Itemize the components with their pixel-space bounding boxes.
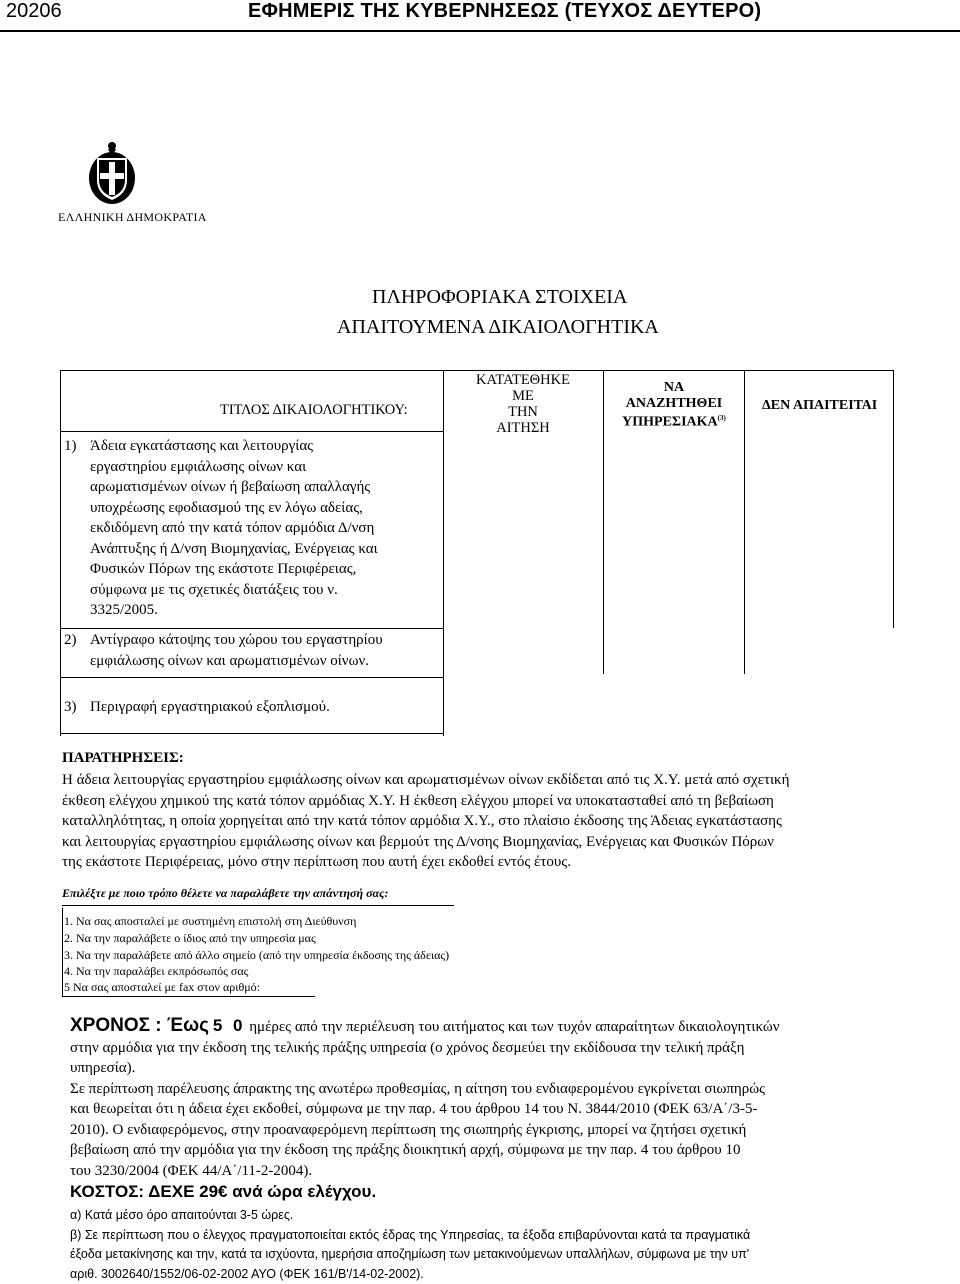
column-header-submitted-line: ΚΑΤΑΤΕΘΗΚΕ	[476, 372, 570, 388]
row-text-line: Άδεια εγκατάστασης και λειτουργίας	[90, 438, 314, 454]
time-line: στην αρμόδια για την έκδοση της τελικής πράξης υπηρεσία (ο χρόνος δεσμεύει την εκδίδουσα την τελική πράξη	[70, 1039, 745, 1056]
column-header-submitted	[448, 372, 598, 436]
cost-title: ΚΟΣΤΟΣ: ΔΕΧΕ 29€ ανά ώρα ελέγχου.	[70, 1182, 377, 1201]
time-first-line	[70, 1016, 894, 1038]
column-header-not-required: ΔΕΝ ΑΠΑΙΤΕΙΤΑΙ	[762, 398, 878, 413]
notes-line: Η άδεια λειτουργίας εργαστηρίου εμφιάλωσης οίνων και αρωματισμένων οίνων εκδίδεται από τις Χ.Υ. μετά από σχετική	[62, 772, 790, 788]
footnote-mark: (3)	[717, 414, 726, 422]
time-line: Σε περίπτωση παρέλευσης άπρακτης της ανωτέρω προθεσμίας, η αίτηση του ενδιαφερομένου εγκρίνεται σιωπηρώς	[70, 1080, 766, 1097]
row-text-line: Περιγραφή εργαστηριακού εξοπλισμού.	[90, 699, 330, 715]
column-header-service-line: ΑΝΑΖΗΤΗΘΕΙ	[625, 395, 723, 411]
republic-caption: ΕΛΛΗΝΙΚΗ ΔΗΜΟΚΡΑΤΙΑ	[58, 210, 207, 224]
header-rule	[0, 30, 960, 32]
delivery-option[interactable]: 4. Να την παραλάβει εκπρόσωπός σας	[64, 964, 249, 978]
row-text-line: εκδιδόμενη από την κατά τόπον αρμόδια Δ/νση	[90, 520, 375, 536]
cost-line: αριθ. 3002640/1552/06-02-2002 ΑΥΟ (ΦΕΚ 161/Β'/14-02-2002).	[70, 1266, 424, 1281]
row-text-line: σύμφωνα με τις σχετικές διατάξεις του ν.	[90, 581, 338, 598]
cost-line: β) Σε περίπτωση που ο έλεγχος πραγματοποιείται εκτός έδρας της Υπηρεσίας, τα έξοδα επιβαρύνονται κατά τα πραγματικά	[70, 1227, 751, 1242]
table-row-number: 1)	[64, 438, 77, 454]
time-label: ΧΡΟΝΟΣ : Έως	[70, 1015, 210, 1036]
time-line: 2010). Ο ενδιαφερόμενος, στην προαναφερόμενη περίπτωση της σιωπηρής έγκρισης, μπορεί να ζητήσει σχετική	[70, 1121, 747, 1138]
delivery-option[interactable]: 5 Να σας αποσταλεί με fax στον αριθμό:	[64, 980, 261, 994]
time-line: υπηρεσία).	[70, 1060, 136, 1076]
notes-line: της εκάστοτε Περιφέρειας, μόνο στην περίπτωση που αυτή έχει εκδοθεί εντός έτους.	[62, 854, 571, 870]
time-line: ημέρες από την περιέλευση του αιτήματος και των τυχόν απαραίτητων δικαιολογητικών	[249, 1019, 780, 1035]
column-header-service-line	[607, 411, 741, 430]
cost-line: έξοδα μετακίνησης και την, κατά τα ισχύοντα, ημερήσια αποζημίωση των μετακινούμενων υπαλλήλων, σύμφωνα με την υπ'	[70, 1247, 750, 1261]
table-top-border	[60, 370, 893, 371]
page-number: 20206	[6, 0, 62, 22]
column-header-service	[607, 380, 741, 430]
column-header-service-line: ΝΑ	[663, 380, 685, 395]
table-row-number: 3)	[64, 699, 77, 715]
column-header-submitted-line: ΤΗΝ	[508, 404, 538, 420]
time-days: 5 0	[212, 1016, 246, 1035]
notes-body	[62, 770, 894, 873]
table-border-left	[60, 370, 61, 736]
delivery-title: Επιλέξτε με ποιο τρόπο θέλετε να παραλάβετε την απάντησή σας:	[62, 886, 389, 900]
time-line: και θεωρείται ότι η άδεια έχει εκδοθεί, σύμφωνα με την παρ. 4 του άρθρου 14 του Ν. 3844/2010 (ΦΕΚ 63/Α΄/3-5-	[70, 1101, 758, 1117]
greek-coat-of-arms-icon	[88, 140, 136, 205]
table-row-rule-2	[60, 677, 443, 678]
table-row-number: 2)	[64, 632, 77, 648]
row-text-line: αρωματισμένων οίνων ή βεβαίωση απαλλαγής	[90, 479, 371, 495]
cost-line: α) Κατά μέσο όρο απαιτούνται 3-5 ώρες.	[70, 1208, 294, 1222]
table-divider-submitted	[603, 370, 604, 674]
delivery-option[interactable]: 1. Να σας αποσταλεί με συστημένη επιστολή στη Διεύθυνση	[64, 914, 357, 928]
table-row	[90, 697, 440, 718]
table-divider-service	[744, 370, 745, 674]
row-text-line: υποχρέωσης εφοδιασμού της εν λόγω αδείας,	[90, 499, 363, 516]
info-title: ΠΛΗΡΟΦΟΡΙΑΚΑ ΣΤΟΙΧΕΙΑ	[372, 286, 628, 308]
cost-body	[70, 1206, 894, 1284]
row-text-line: Ανάπτυξης ή Δ/νση Βιομηχανίας, Ενέργειας και	[90, 540, 378, 557]
delivery-option[interactable]: 2. Να την παραλάβετε ο ίδιος από την υπηρεσία μας	[64, 931, 316, 945]
column-header-title: ΤΙΤΛΟΣ ΔΙΚΑΙΟΛΟΓΗΤΙΚΟΥ:	[220, 402, 408, 418]
table-row	[90, 436, 440, 621]
table-row-rule-1	[60, 628, 443, 629]
row-text-line: εργαστηρίου εμφιάλωσης οίνων και	[90, 458, 307, 475]
row-text-line: Φυσικών Πόρων της εκάστοτε Περιφέρειας,	[90, 561, 357, 577]
column-header-service-word: ΥΠΗΡΕΣΙΑΚΑ	[622, 414, 718, 430]
delivery-rule	[62, 905, 454, 906]
delivery-option[interactable]: 3. Να την παραλάβετε από άλλο σημείο (από την υπηρεσία έκδοσης της άδειας)	[64, 948, 450, 962]
row-text-line: 3325/2005.	[90, 602, 158, 618]
table-header-rule	[60, 431, 443, 432]
table-border-right	[893, 370, 894, 628]
row-text-line: εμφιάλωσης οίνων και αρωματισμένων οίνων.	[90, 652, 369, 669]
table-divider-title	[443, 370, 444, 736]
notes-title: ΠΑΡΑΤΗΡΗΣΕΙΣ:	[62, 750, 184, 766]
notes-line: έκθεση ελέγχου χημικού της κατά τόπον αρμόδιας Χ.Υ. Η έκθεση ελέγχου μπορεί να υποκατασταθεί από τη βεβαίωση	[62, 792, 774, 809]
table-row	[90, 630, 440, 671]
column-header-submitted-line: ΑΙΤΗΣΗ	[496, 420, 550, 436]
time-section	[70, 1016, 894, 1181]
required-documents-title: ΑΠΑΙΤΟΥΜΕΝΑ ΔΙΚΑΙΟΛΟΓΗΤΙΚΑ	[337, 316, 659, 338]
time-line: βεβαίωση από την αρμόδια για την έκδοση της πράξης διοικητική αρχή, σύμφωνα με την παρ. 4 του άρθρου 10	[70, 1142, 741, 1158]
column-header-submitted-line: ΜΕ	[512, 388, 534, 404]
row-text-line: Αντίγραφο κάτοψης του χώρου του εργαστηρίου	[90, 632, 383, 648]
notes-line: καταλληλότητας, η οποία χορηγείται από την κατά τόπον αρμόδια Χ.Υ., στο πλαίσιο έκδοσης της Άδειας εγκατάστασης	[62, 813, 782, 829]
notes-line: και λειτουργίας εργαστηρίου εμφιάλωσης οίνων και βερμούτ της Δ/νσης Βιομηχανίας, Ενέργειας και Φυσικών Πόρων	[62, 833, 774, 850]
gazette-title: ΕΦΗΜΕΡΙΣ ΤΗΣ ΚΥΒΕΡΝΗΣΕΩΣ (ΤΕΥΧΟΣ ΔΕΥΤΕΡΟ)	[248, 0, 762, 22]
time-line: του 3230/2004 (ΦΕΚ 44/Α΄/11-2-2004).	[70, 1162, 313, 1179]
table-bottom-border	[60, 733, 443, 734]
